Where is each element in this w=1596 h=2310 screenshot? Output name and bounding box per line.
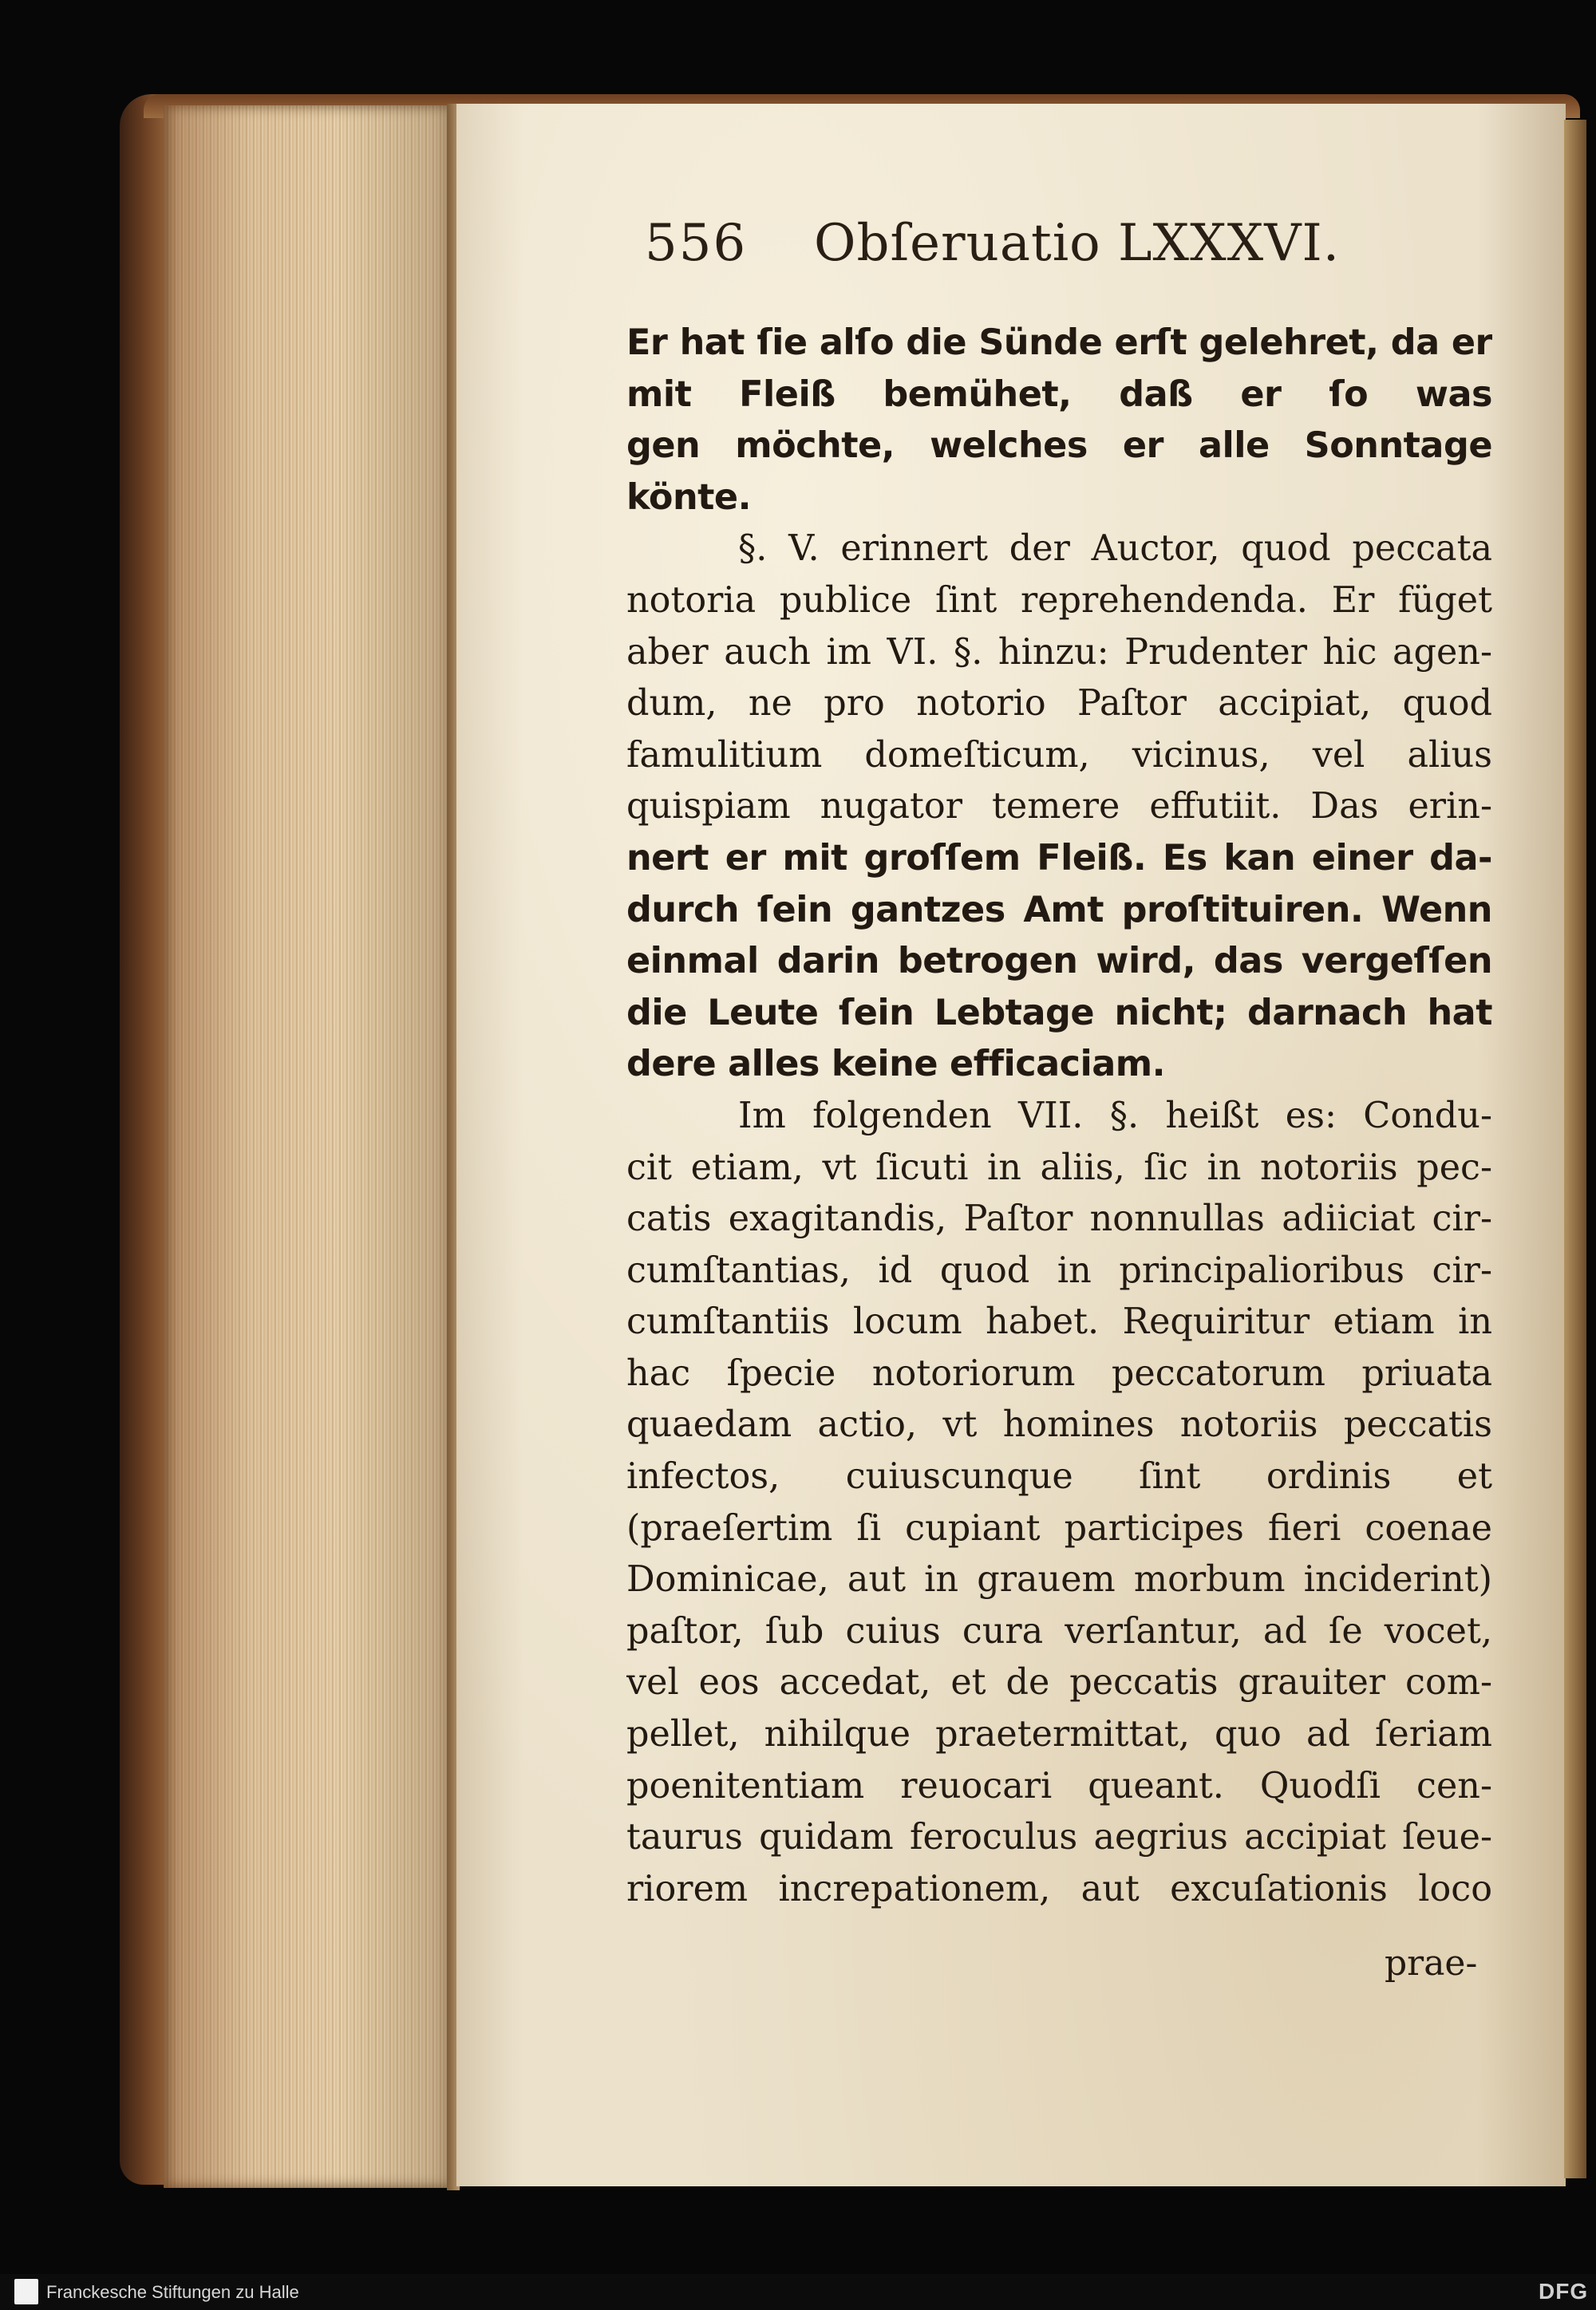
text-line: Im folgenden VII. §. heißt es: Condu- <box>738 1095 1492 1136</box>
text-line: paſtor, ſub cuius cura verſantur, ad ſe vocet, <box>626 1610 1492 1652</box>
text-line: durch ſein gantzes Amt proſtituiren. Wenn <box>626 889 1492 930</box>
text-line: hac ſpecie notoriorum peccatorum priuata <box>626 1352 1492 1394</box>
text-line: riorem increpationem, aut excuſationis loco <box>626 1868 1492 1909</box>
page-number: 556 <box>645 214 748 273</box>
page-edges-shade <box>164 105 455 2188</box>
text-line: aber auch im VI. §. hinzu: Prudenter hic agen- <box>626 631 1492 673</box>
text-line: pellet, nihilque praetermittat, quo ad ſeriam <box>626 1714 1492 1755</box>
text-line: vel eos accedat, et de peccatis grauiter com- <box>626 1662 1492 1704</box>
text-line: Er hat ſie alſo die Sünde erſt gelehret, da er <box>626 322 1492 363</box>
text-line: dum, ne pro notorio Paſtor accipiat, quod <box>626 683 1492 725</box>
text-line: poenitentiam reuocari queant. Quodſi cen- <box>626 1765 1492 1807</box>
text-line: cit etiam, vt ſicuti in aliis, ſic in notoriis pec- <box>626 1147 1492 1188</box>
page-right-edge <box>1564 120 1586 2178</box>
text-line: mit Fleiß bemühet, daß er ſo was <box>626 373 1492 415</box>
text-line: cumſtantiis locum habet. Requiritur etiam in <box>626 1301 1492 1343</box>
text-line: catis exagitandis, Paſtor nonnullas adiiciat cir- <box>626 1198 1492 1240</box>
text-line: könte. <box>626 476 752 518</box>
text-line: taurus quidam feroculus aegrius accipiat ſeue- <box>626 1817 1492 1858</box>
text-line: einmal darin betrogen wird, das vergeſſen <box>626 941 1492 982</box>
text-line: Dominicae, aut in grauem morbum inciderint) <box>626 1559 1492 1601</box>
text-line: notoria publice ſint reprehendenda. Er füget <box>626 579 1492 621</box>
body-text <box>626 318 1492 1915</box>
text-line: die Leute ſein Lebtage nicht; darnach hat <box>626 992 1492 1033</box>
institution-name: Franckesche Stiftungen zu Halle <box>46 2282 299 2302</box>
text-line: famulitium domeſticum, vicinus, vel alius <box>626 734 1492 776</box>
running-head: Obſeruatio LXXXVI. <box>814 214 1341 273</box>
text-line: cumſtantias, id quod in principalioribus cir- <box>626 1250 1492 1291</box>
text-line: gen möchte, welches er alle Sonntage <box>626 425 1492 467</box>
institution-logo-icon <box>14 2279 38 2304</box>
text-line: quispiam nugator temere effutiit. Das erin- <box>626 786 1492 827</box>
text-line: quaedam actio, vt homines notoriis peccatis <box>626 1404 1492 1446</box>
dfg-logo: DFG <box>1539 2279 1589 2304</box>
catchword: prae- <box>1385 1943 1478 1984</box>
text-line: (praeſertim ſi cupiant participes fieri coenae <box>626 1507 1492 1549</box>
text-line: nert er mit groſſem Fleiß. Es kan einer da- <box>626 837 1492 879</box>
text-line: dere alles keine efficaciam. <box>626 1044 1166 1085</box>
text-line: infectos, cuiuscunque ſint ordinis et <box>626 1456 1492 1498</box>
text-line: §. V. erinnert der Auctor, quod peccata <box>738 528 1492 570</box>
